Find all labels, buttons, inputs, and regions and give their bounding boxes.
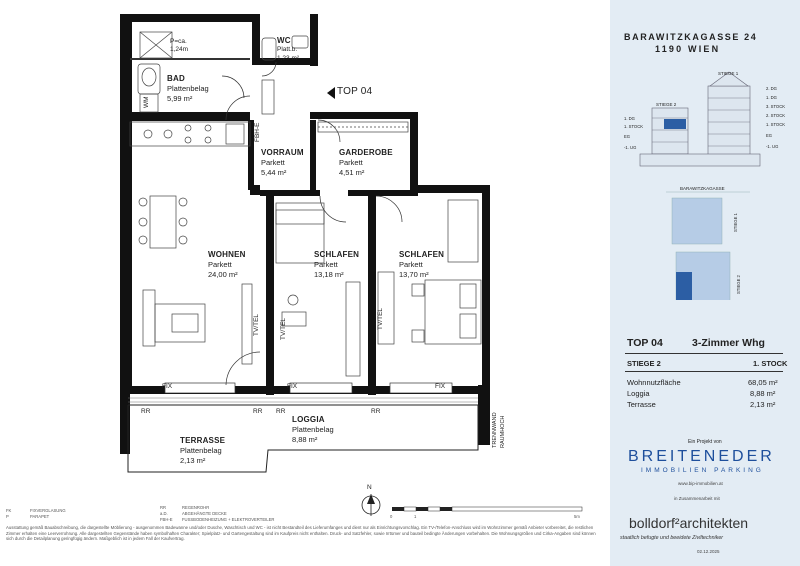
area-value-1: 68,05 m² — [748, 378, 778, 387]
schlafen2-floor: Parkett — [399, 260, 423, 269]
floor-left-2: 1. STOCK — [624, 124, 644, 129]
legend-abbr-5: FBH-E — [160, 517, 173, 522]
fix-label-1: FIX — [162, 383, 173, 390]
garderobe-floor: Parkett — [339, 158, 363, 167]
tv-label-schlafen1: TV/TEL — [280, 317, 287, 340]
loggia-name: LOGGIA — [292, 415, 325, 424]
legend-text-1: FIXVERGLASUNG — [30, 508, 66, 513]
fix-label-2: FIX — [287, 383, 298, 390]
projekt-label: Ein Projekt von — [688, 439, 722, 445]
area-label-2: Loggia — [627, 389, 650, 398]
legend-abbr-1: FK — [6, 508, 12, 513]
divider-2 — [625, 371, 783, 372]
schlafen2-area: 13,70 m² — [399, 270, 429, 279]
legend-text-2: PARAPET — [30, 514, 50, 519]
rr-label-1: RR — [141, 408, 151, 415]
trennwand-label: TRENNWAND — [492, 412, 498, 448]
scale-0: 0 — [390, 514, 393, 519]
panel-stock: 1. STOCK — [753, 359, 788, 368]
terrasse-floor: Plattenbelag — [180, 446, 222, 455]
legend-text-5: FUSSBODENHEIZUNG + ELEKTROVERTEILER — [182, 517, 275, 522]
terrasse-name: TERRASSE — [180, 436, 226, 445]
plan-date: 02.12.2025 — [697, 549, 720, 554]
raumhoch-label: RAUMHOCH — [500, 415, 506, 448]
area-value-3: 2,13 m² — [750, 400, 776, 409]
scale-1: 1 — [414, 514, 417, 519]
bad-area: 5,99 m² — [167, 94, 193, 103]
scale-5m: 5m — [574, 514, 580, 519]
legend-abbr-2: P — [6, 514, 9, 519]
schlafen2-name: SCHLAFEN — [399, 250, 445, 259]
stiege1-section: STIEGE 1 — [718, 71, 739, 76]
floor-left-3: EG — [624, 134, 631, 139]
building-diagrams — [610, 0, 800, 300]
pca-label: P=ca. — [170, 38, 187, 45]
floor-right-2: 1. DG — [766, 95, 777, 100]
stiege2-section: STIEGE 2 — [656, 102, 677, 107]
brand-logo: BREITENEDER — [628, 448, 775, 465]
garderobe-name: GARDEROBE — [339, 148, 393, 157]
wohnen-name: WOHNEN — [208, 250, 246, 259]
tv-label-wohnen: TV/TEL — [253, 313, 260, 336]
panel-type: 3-Zimmer Whg — [692, 337, 765, 349]
wohnen-floor: Parkett — [208, 260, 232, 269]
floor-right-4: 2. STOCK — [766, 113, 786, 118]
tv-label-schlafen2: TV/TEL — [377, 307, 384, 330]
wc-name: WC — [277, 36, 291, 45]
legend-abbr-3: RR — [160, 505, 167, 510]
area-label-1: Wohnnutzfläche — [627, 378, 681, 387]
north-label: N — [367, 484, 372, 491]
legend-text-4: ABGEHÄNGTE DECKE — [182, 511, 227, 516]
divider-1 — [625, 353, 783, 354]
floor-right-3: 3. STOCK — [766, 104, 786, 109]
stiege2-site: STIEGE 2 — [736, 275, 741, 294]
brand-url: www.bip-immobilien.at — [678, 481, 723, 486]
address: BARAWITZKAGASSE 24 — [624, 32, 758, 42]
street-label: BARAWITZKAGASSE — [680, 186, 725, 191]
floor-right-7: -1. UG — [766, 144, 779, 149]
schlafen1-area: 13,18 m² — [314, 270, 344, 279]
wm-label: WM — [143, 96, 150, 108]
floor-right-5: 1. STOCK — [766, 122, 786, 127]
vorraum-area: 5,44 m² — [261, 168, 287, 177]
wohnen-area: 24,00 m² — [208, 270, 238, 279]
city: 1190 WIEN — [655, 44, 721, 54]
legend-abbr-4: a.D. — [160, 511, 168, 516]
zusammenarbeit-label: in Zusammenarbeit mit — [674, 496, 720, 501]
disclaimer: Ausstattung gemäß Bauabschreibung, die dargestellte Möblierung - ausgenommen Badewanne und/oder Dusche, Waschtisch und WC - ist nicht Bestandteil des Lieferumfanges und dient nur als Einrichtungsvorschlag. Ein TV-/Telefon-Anschluss wird im Wohnzimmer gemäß Anbieter vorbereitet, die restlichen Zimmer erhalten eine Leerverrohrung. Alle dargestellten Gegenstände haben symbolhaften Charakter; Spielplatz- und Gartengestaltung sind im Kaufpreis nicht enthalten. Druck- und Satzfehler, sowie Irrtümer und bauteil bedingte Änderungen vorbehalten. Die Wohnungsgrößen und Cirka-Angaben sind können sich durch die Detailplanung geringfügig ändern. Maßgeblich ist in jedem Fall der Kaufvertrag. — [6, 525, 596, 542]
pca-area: 1,24m — [170, 46, 189, 53]
schlafen1-name: SCHLAFEN — [314, 250, 360, 259]
area-label-3: Terrasse — [627, 400, 656, 409]
loggia-area: 8,88 m² — [292, 435, 318, 444]
area-value-2: 8,88 m² — [750, 389, 776, 398]
rr-label-3: RR — [276, 408, 286, 415]
garderobe-area: 4,51 m² — [339, 168, 365, 177]
panel-stiege: STIEGE 2 — [627, 359, 661, 368]
stiege1-site: STIEGE 1 — [733, 213, 738, 232]
architekt-logo: bolldorf²architekten — [629, 515, 749, 531]
vorraum-name: VORRAUM — [261, 148, 304, 157]
floor-right-6: EG — [766, 133, 773, 138]
floor-right-1: 2. DG — [766, 86, 777, 91]
brand-sub: IMMOBILIEN PARKING — [641, 467, 764, 474]
floor-left-1: 1. DG — [624, 116, 635, 121]
wc-area: 1,23 m² — [277, 55, 300, 62]
schlafen1-floor: Parkett — [314, 260, 338, 269]
fix-label-3: FIX — [435, 383, 446, 390]
loggia-floor: Plattenbelag — [292, 425, 334, 434]
wc-floor: Platt.b. — [277, 46, 298, 53]
rr-label-4: RR — [371, 408, 381, 415]
terrasse-area: 2,13 m² — [180, 456, 206, 465]
bad-name: BAD — [167, 74, 185, 83]
legend-text-3: REGENROHR — [182, 505, 210, 510]
architekt-sub: staatlich befugte und beeidete Ziviltechniker — [620, 535, 724, 541]
top-label: TOP 04 — [337, 86, 373, 97]
bad-floor: Plattenbelag — [167, 84, 209, 93]
vorraum-floor: Parkett — [261, 158, 285, 167]
panel-top: TOP 04 — [627, 337, 663, 349]
fbh-label: FBH-E — [254, 122, 261, 142]
floor-left-4: -1. UG — [624, 145, 637, 150]
rr-label-2: RR — [253, 408, 263, 415]
